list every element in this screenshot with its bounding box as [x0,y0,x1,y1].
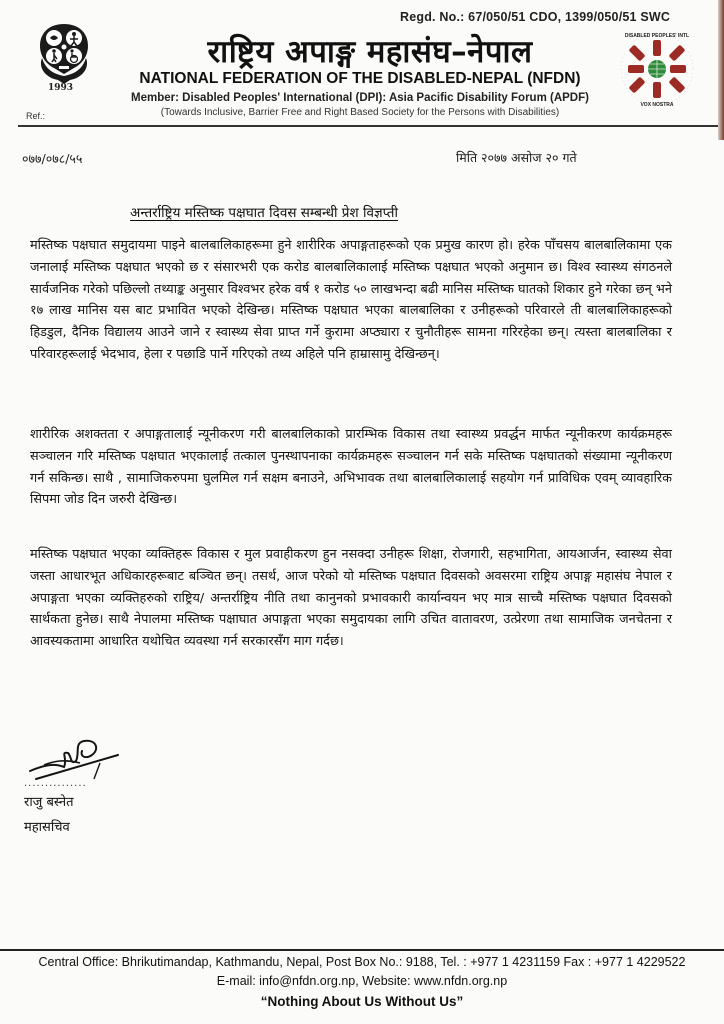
page-edge-shadow [718,0,724,140]
membership-line: Member: Disabled Peoples' International (DPI): Asia Pacific Disability Forum (APDF) [131,92,589,104]
signatory-title: महासचिव [24,820,70,835]
body-paragraph-1: मस्तिष्क पक्षघात समुदायमा पाइने बालबालिकाहरूमा हुने शारीरिक अपाङ्गताहरूको एक प्रमुख कारण हो। हरेक पाँचसय बालबालिकामा एक जनालाई मस्तिष्क पक्षघात भएको छ र संसारभरी एक करोड बालबालिकालाई मस्तिष्क पक्षघात भएको अनुमान छ। विश्व स्वास्थ्य संगठनले सार्वजनिक गरेको पछिल्लो तथ्याङ्क अनुसार विश्वभर हरेक वर्ष १ करोड ५० लाखभन्दा बढी मानिस मस्तिष्क घातको शिकार हुने गरेका छन् भने १७ लाख मानिस यस बाट प्रभावित भएको देखिन्छ। मस्तिष्क पक्षघात भएका बालबालिका र उनीहरूको परिवारले ती बालबालिकाहरूको हिडडुल, दैनिक विद्यालय आउने जाने र स्वास्थ्य सेवा प्राप्त गर्ने कुरामा अप्ठ्यारा र चुनौतीहरू सामना गरिरहेका छन्। त्यस्ता बालबालिका र परिवारहरूलाई भेदभाव, हेला र पछाडि पार्ने गरिएको तथ्य अहिले पनि हाम्रासामु देखिन्छन्। [30,238,672,362]
press-release-subject: अन्तर्राष्ट्रिय मस्तिष्क पक्षघात दिवस सम्बन्धी प्रेश विज्ञप्ती [130,205,398,221]
svg-text:VOX NOSTRA: VOX NOSTRA [640,102,674,108]
organization-name-english: NATIONAL FEDERATION OF THE DISABLED-NEPAL (NFDN) [139,70,581,87]
footer-address: Central Office: Bhrikutimandap, Kathmandu, Nepal, Post Box No.: 9188, Tel. : +977 1 4231159 Fax : +977 1 4229522 [38,955,686,969]
founding-year: 1993 [48,83,74,93]
signatory-name: राजु बस्नेत [24,795,74,810]
signature-line: ............... [24,778,87,789]
registration-number: Regd. No.: 67/050/51 CDO, 1399/050/51 SWC [400,10,671,24]
svg-text:DISABLED PEOPLES' INTL: DISABLED PEOPLES' INTL [624,33,690,39]
body-paragraph-2: शारीरिक अशक्तता र अपाङ्गतालाई न्यूनीकरण गरी बालबालिकाको प्रारम्भिक विकास तथा स्वास्थ्य प्रवर्द्धन मार्फत न्यूनीकरण कार्यक्रमहरू सञ्चालन गरि मस्तिष्क पक्षघात भएकालाई तत्काल पुनस्थापनाका कार्यक्रमहरू सञ्चालन गर्न सके मस्तिष्क पक्षघातको संख्यामा न्यूनीकरण गर्न सकिन्छ। साथै , सामाजिकरुपमा घुलमिल गर्न सक्षम बनाउने, अभिभावक तथा बालबालिकालाई सहयोग गर्न प्राविधिक एवम् व्यावहारिक सिपमा जोड दिन जरुरी देखिन्छ। [30,427,672,508]
organization-tagline: (Towards Inclusive, Barrier Free and Right Based Society for the Persons with Disabilities) [160,107,560,118]
body-paragraph-3: मस्तिष्क पक्षघात भएका व्यक्तिहरू विकास र मुल प्रवाहीकरण हुन नसक्दा उनीहरू शिक्षा, रोजगारी, सहभागिता, आयआर्जन, स्वास्थ्य सेवा जस्ता आधारभूत अधिकारहरूबाट बञ्चित छन्। तसर्थ, आज परेको यो मस्तिष्क पक्षघात दिवसको अवसरमा राष्ट्रिय अपाङ्ग महासंघ नेपाल र अपाङ्गता भएका व्यक्तिहरुको राष्ट्रिय/ अन्तर्राष्ट्रिय नीति तथा कानुनको प्रभावकारी कार्यान्वयन भए मात्र साच्चै मस्तिष्क पक्षघात दिवसको सार्थकता हुनेछ। साथै नेपालमा मस्तिष्क पक्षाघात अपाङ्गता भएका समुदायका लागि उचित वातावरण, उत्प्रेरणा तथा सामाजिक जनचेतना र आवस्यकतामा आधारित यथोचित व्यवस्था गर्न सरकारसँग माग गर्दछ। [30,547,672,650]
ref-label: Ref.: [26,111,46,121]
nfdn-emblem-icon [36,22,92,86]
header-divider [18,125,718,127]
organization-name-nepali: राष्ट्रिय अपाङ्ग महासंघ–नेपाल [207,34,533,70]
footer-motto: “Nothing About Us Without Us” [260,994,464,1009]
footer-divider [0,949,724,951]
letter-date: मिति २०७७ असोज २० गते [456,150,577,165]
letter-reference-number: ०७७/०७८/५५ [22,151,83,166]
footer-contact: E-mail: info@nfdn.org.np, Website: www.nfdn.org.np [216,974,508,988]
dpi-vox-nostra-emblem-icon [618,30,696,108]
handwritten-signature-icon [24,735,120,781]
